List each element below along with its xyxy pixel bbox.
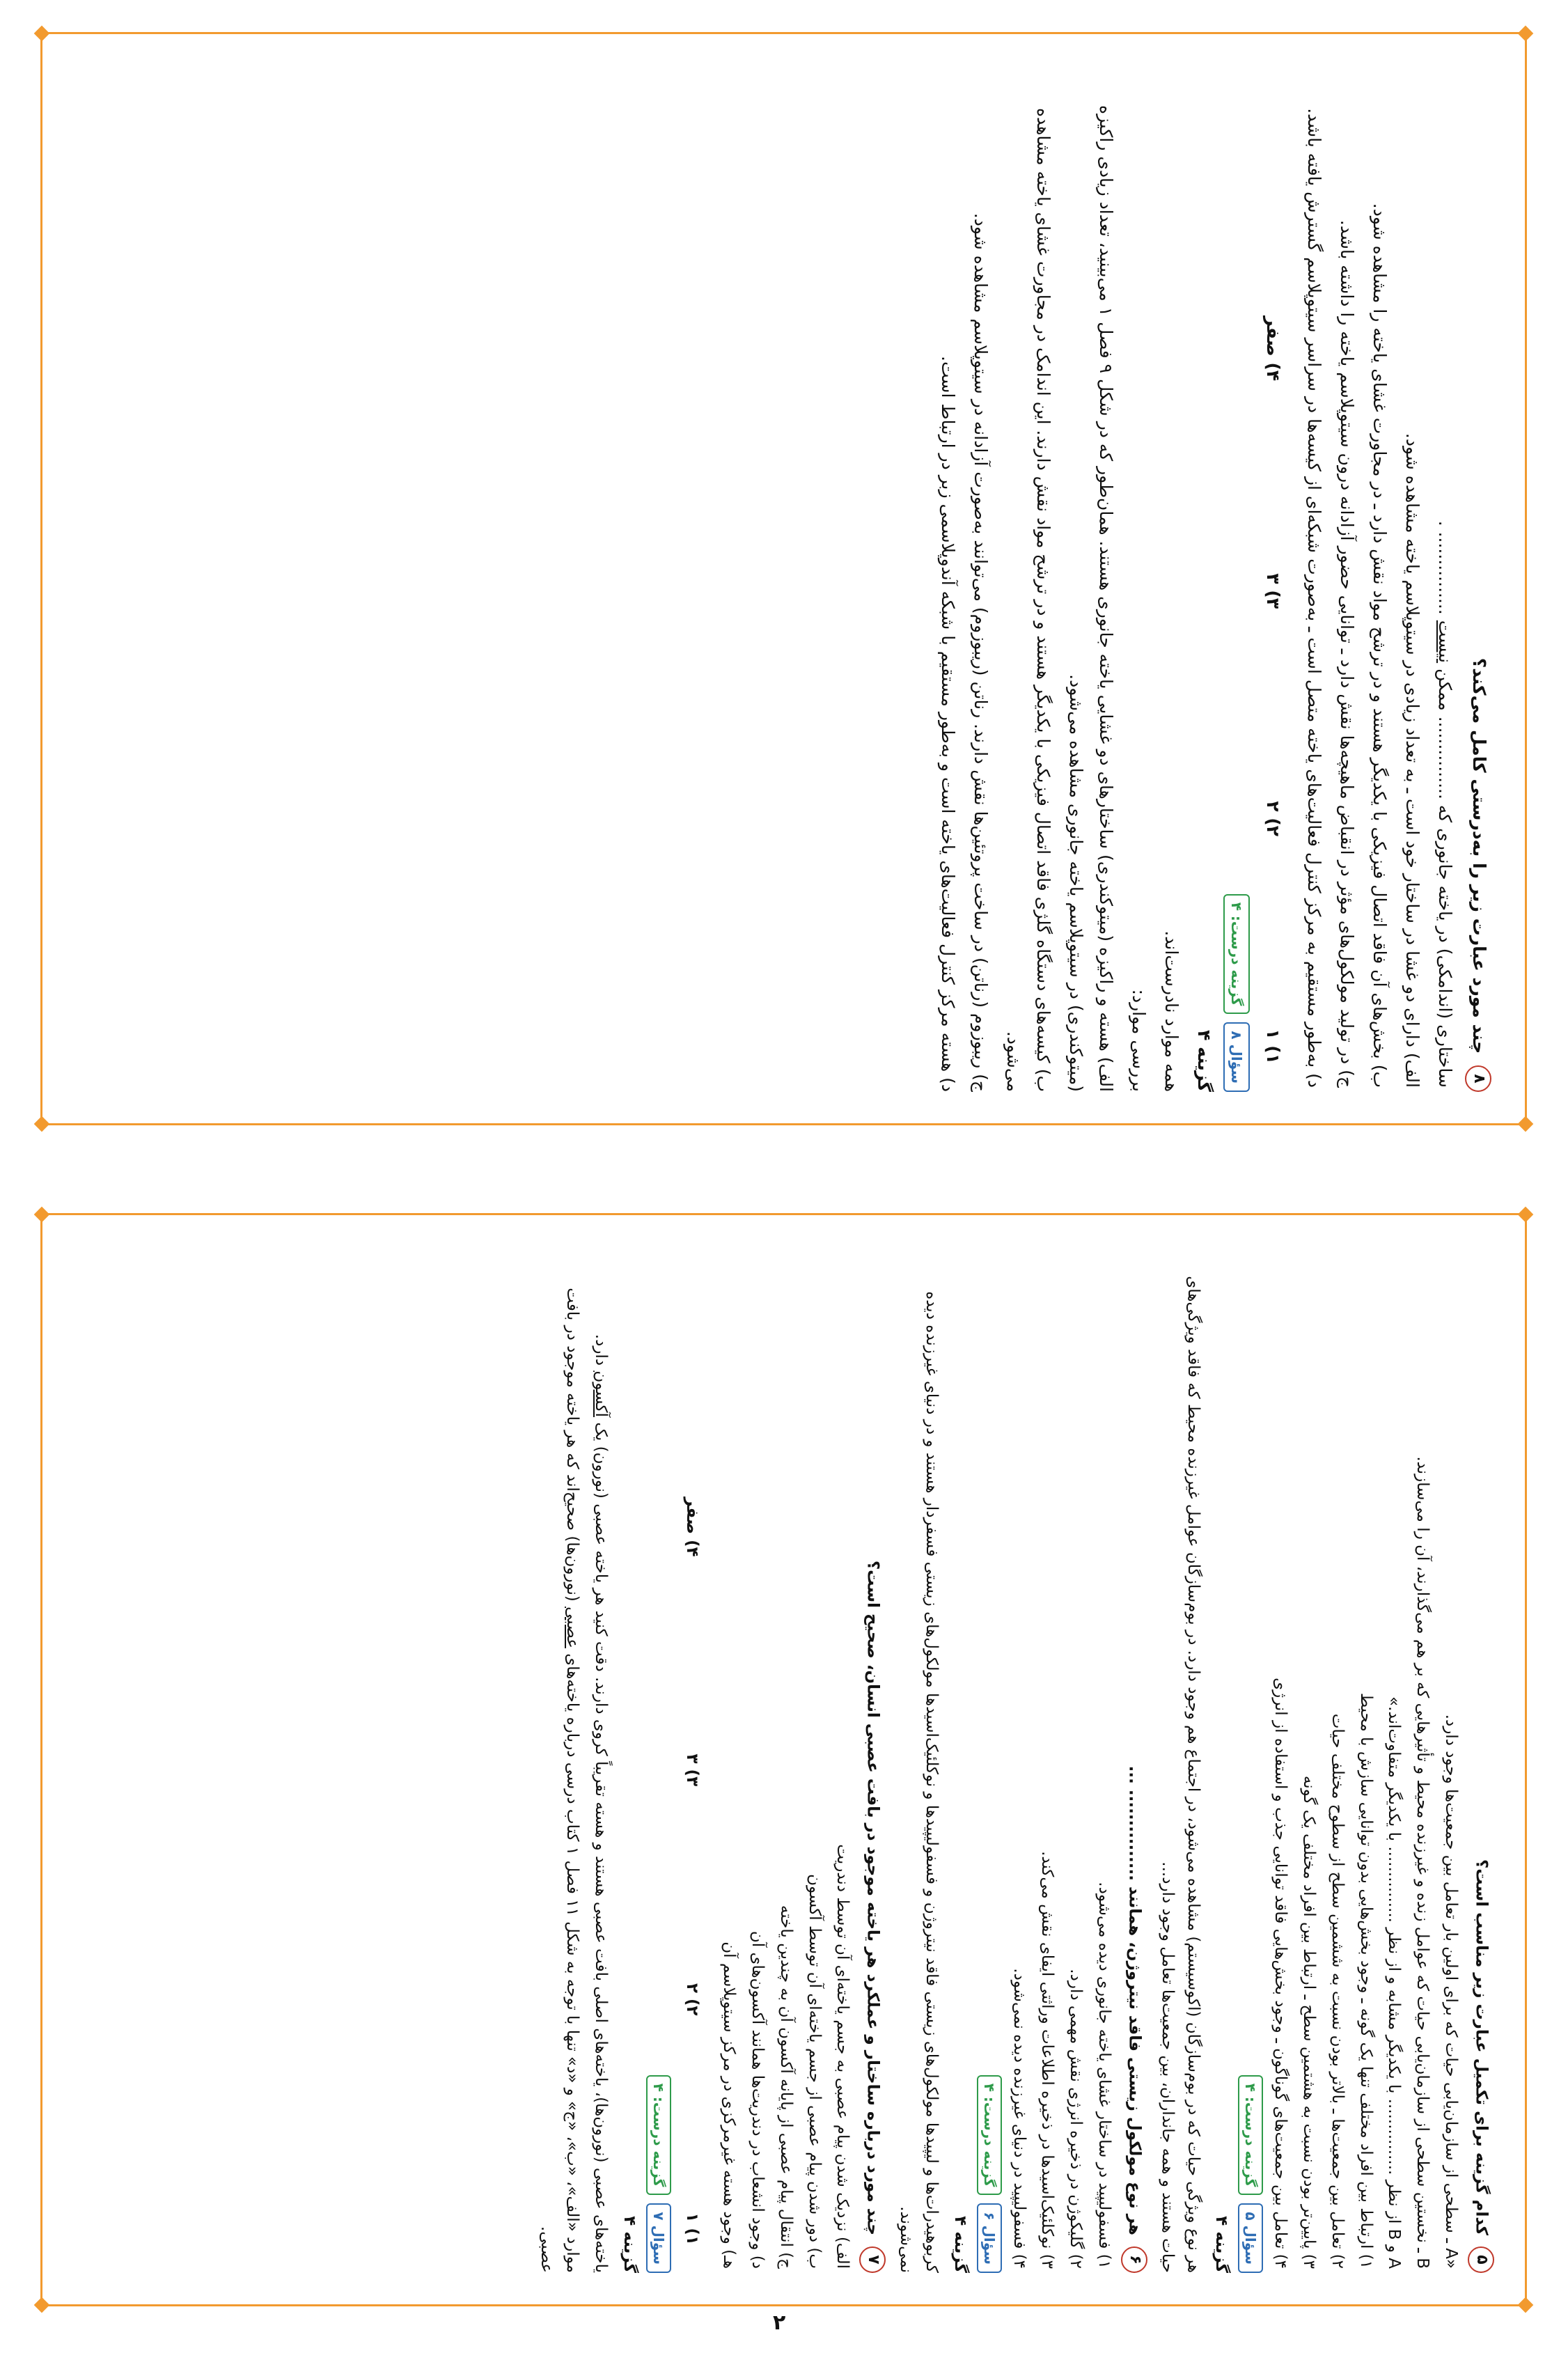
option-2[interactable]: ۲) ۲ <box>682 1983 701 2016</box>
question-8 <box>1464 65 1494 1092</box>
option-3[interactable]: ۳) ۳ <box>1262 573 1283 609</box>
answer-line: د) هسته مرکز کنترل فعالیت‌های یاخته است و به‌طور مستقیم با شبکه آندوپلاسمی زبر در ارتباط است. <box>937 356 958 1092</box>
answer-badges <box>1223 65 1249 1092</box>
statement-item: «A ـ سطحی از سازمان‌یابی حیات که برای اولین بار تعامل بین جمعیت‌ها وجود دارد. <box>1441 1714 1460 2269</box>
rotated-content-bottom <box>67 1234 1501 2285</box>
question-number: ۵ <box>1468 2246 1494 2273</box>
statement-item: ج) انتقال پیام عصبی از پایانه آکسون آن به چندین یاخته <box>776 1905 795 2269</box>
rotated-content-top <box>67 53 1501 1104</box>
answer-text: کربوهیدرات‌ها و لیپیدها مولکول‌های زیستی فاقد نیتروژن و فسفولیپیدها و نوکلئیک‌اسیدها مولکول‌های زیستی فسفردار هستند و در دنیای غیرزنده دیده نمی‌شوند. <box>896 1291 941 2273</box>
option-2[interactable]: ۲) گلیکوژن در ذخیره انرژی نقش مهمی دارد. <box>1066 1969 1085 2269</box>
question-badge: سؤال ۶ <box>976 2203 1001 2273</box>
question-stem: کدام گزینه برای تکمیل عبارت زیر مناسب است؟ <box>1472 1859 1490 2235</box>
option-1[interactable]: ۱) ۱ <box>1262 1029 1283 1064</box>
answer-line: الف) هسته و راکیزه (میتوکندری) ساختارهای دو غشایی یاخته جانوری هستند. همان‌طور که در شکل ۹ فصل ۱ می‌بینید، تعداد زیادی راکیزه (میتوکندری) در سیتوپلاسم یاخته جانوری مشاهده می‌شود. <box>1065 105 1116 1092</box>
answer-title: گزینه ۴ <box>1212 2216 1230 2273</box>
question-number: ۶ <box>1121 2246 1147 2273</box>
option-3[interactable]: ۳) پایین‌تر بودن نسبت به هشتمین سطح ـ ارتباط بین افراد مختلف یک گونه <box>1299 1775 1318 2269</box>
corner-diamond <box>34 26 50 42</box>
statement-item: A و B از نظر ............... با یکدیگر مشابه و از نظر ............... با یکدیگر متفاوت‌اند.» <box>1384 1696 1403 2269</box>
page-panel-top <box>40 32 1527 1125</box>
answer-text: یاخته‌های عصبی (نورون‌ها)، یاخته‌های اصلی بافت عصبی هستند و هسته تقریباً کروی دارند. دقت کنید هر یاخته عصبی (نورون) یک آکسون دارد. <box>591 1334 610 2273</box>
answer-line: بررسی موارد: <box>1128 989 1149 1092</box>
corner-diamond <box>1518 1207 1534 1223</box>
correct-answer-badge: گزینه درست: ۴ <box>645 2075 671 2196</box>
question-number: ۷ <box>859 2246 886 2273</box>
page-panel-bottom <box>40 1213 1527 2306</box>
corner-diamond <box>34 1116 50 1132</box>
question-stem: چند مورد درباره ساختار و عملکرد هر یاخته موجود در بافت عصبی انسان، صحیح است؟ <box>863 1560 882 2235</box>
statement-item: B ـ نخستین سطحی از سازمان‌یابی حیات که عوامل زنده و غیرزنده محیط و تأثیرهایی که بر هم می‌گذارند، آن را می‌سازند. <box>1413 1456 1432 2269</box>
statement-item: هـ) وجود هسته غیرمرکزی در مرکز سیتوپلاسم آن <box>719 1941 738 2269</box>
answer-title: گزینه ۴ <box>620 2216 638 2273</box>
question-badge: سؤال ۵ <box>1238 2203 1263 2273</box>
option-2[interactable]: ۲) ۲ <box>1262 801 1283 837</box>
statement-item: د) وجود انشعاب در دندریت‌ها همانند آکسون‌های آن <box>748 1930 767 2269</box>
option-1[interactable]: ۱) ارتباط بین افراد مختلف تنها یک گونه ـ وجود بخش‌هایی بدون توانایی سازش با محیط <box>1356 1692 1375 2269</box>
option-4[interactable]: ۴) صفر <box>682 1497 701 1557</box>
question-badge: سؤال ۷ <box>645 2203 671 2273</box>
question-number: ۸ <box>1465 1065 1491 1092</box>
question-statement: ساختاری (اندامکی) در یاخته جانوری که ............... ممکن نیست ............... . <box>1434 520 1455 1088</box>
corner-diamond <box>34 2297 50 2313</box>
question-badge: سؤال ۸ <box>1223 1022 1249 1092</box>
corner-diamond <box>1518 2297 1534 2313</box>
answer-line: ج) ریبوزوم (رناتن) در ساخت پروتئین‌ها نقش دارند. رناتن (ریبوزوم) می‌توانند به‌صورت آزادانه در سیتوپلاسم مشاهده شود. <box>970 212 991 1092</box>
correct-answer-badge: گزینه درست: ۴ <box>976 2075 1001 2196</box>
option-4[interactable]: ۴) صفر <box>1262 316 1283 382</box>
option-1[interactable]: ۱) فسفولیپید در ساختار غشای یاخته جانوری دیده می‌شود. <box>1095 1882 1113 2269</box>
option-4[interactable]: ۴) فسفولیپید در دنیای غیرزنده دیده نمی‌شود. <box>1010 1968 1028 2269</box>
statement-item: ب) بخش‌های آن فاقد اتصال فیزیکی با یکدیگر هستند و در ترشح مواد نقش دارد ـ در مجاورت غشای یاخته را مشاهده شود. <box>1369 203 1390 1088</box>
answer-line: همه موارد نادرست‌اند. <box>1161 930 1182 1092</box>
question-5 <box>1468 1247 1494 2273</box>
answer-options <box>1258 316 1288 1064</box>
option-3[interactable]: ۳) نوکلئیک‌اسیدها در ذخیره اطلاعات وراثتی ایفای نقش می‌کند. <box>1037 1851 1056 2269</box>
corner-diamond <box>34 1207 50 1223</box>
answer-badges <box>976 1247 1001 2273</box>
statement-item: د) به‌طور مستقیم به مرکز کنترل فعالیت‌های یاخته متصل است ـ به‌صورت شبکه‌ای از کیسه‌ها در سراسر سیتوپلاسم گسترش یافته باشد. <box>1303 108 1324 1088</box>
answer-title: گزینه ۴ <box>950 2216 969 2273</box>
correct-answer-badge: گزینه درست: ۴ <box>1223 894 1249 1015</box>
correct-answer-badge: گزینه درست: ۴ <box>1238 2075 1263 2196</box>
answer-badges <box>1238 1247 1263 2273</box>
option-4[interactable]: ۴) تعامل بین جمعیت‌های گوناگون ـ وجود بخش‌هایی فاقد توانایی جذب و استفاده از انرژی <box>1271 1678 1289 2269</box>
answer-title: گزینه ۴ <box>1193 1030 1214 1092</box>
option-2[interactable]: ۲) تعامل بین جمعیت‌ها ـ بالاتر بودن نسبت به ششمین سطح از سطوح مختلف حیات <box>1328 1713 1347 2269</box>
answer-line: ب) کیسه‌های دستگاه گلژی فاقد اتصال فیزیکی با یکدیگر هستند و در ترشح مواد نقش دارند. این اندامک در مجاورت غشای یاخته مشاهده می‌شود. <box>1003 107 1053 1092</box>
answer-options <box>679 1497 705 2245</box>
question-6 <box>1121 1247 1147 2273</box>
corner-diamond <box>1518 26 1534 42</box>
answer-text: موارد «الف»، «ب»، «ج» و «د» تنها با توجه به شکل ۱۱ فصل ۱ کتاب درسی درباره یاخته‌های عصبی (نورون‌ها) صحیح‌اند که هر یاخته موجود در بافت عصبی. <box>537 1288 581 2273</box>
question-7 <box>859 1247 886 2273</box>
page-number: ۲ <box>773 2311 786 2335</box>
question-stem: چند مورد عبارت زیر را به‌درستی کامل می‌کند؟ <box>1468 657 1489 1054</box>
statement-item: الف) نزدیک شدن پیام عصبی به جسم یاخته‌ای آن توسط دندریت <box>833 1844 852 2269</box>
option-3[interactable]: ۳) ۳ <box>682 1753 701 1787</box>
statement-item: ج) در تولید مولکول‌های مؤثر در انقباض ماهیچه‌ها نقش دارد ـ توانایی حضور آزادانه درون سیتوپلاسم یاخته را داشته باشد. <box>1336 219 1357 1088</box>
statement-item: ب) دور شدن پیام عصبی از جسم یاخته‌ای آن توسط آکسون <box>805 1874 824 2269</box>
option-1[interactable]: ۱) ۱ <box>682 2212 701 2245</box>
statement-item: الف) دارای دو غشا در ساختار خود است ـ به تعداد زیادی در سیتوپلاسم یاخته مشاهده شود. <box>1402 432 1422 1088</box>
answer-badges <box>645 1247 671 2273</box>
corner-diamond <box>1518 1116 1534 1132</box>
question-stem: هر نوع مولکول زیستی فاقد نیتروژن، همانند ............... ... <box>1125 1765 1144 2235</box>
answer-text: هر نوع ویژگی حیات که در بوم‌سازگان (اکوسیستم) مشاهده می‌شود، در اجتماع هم وجود دارد. در بوم‌سازگان عوامل غیرزنده محیط که فاقد ویژگی‌های حیات هستند و همه جانداران، بین جمعیت‌ها تعامل وجود دارد... <box>1158 1276 1202 2273</box>
